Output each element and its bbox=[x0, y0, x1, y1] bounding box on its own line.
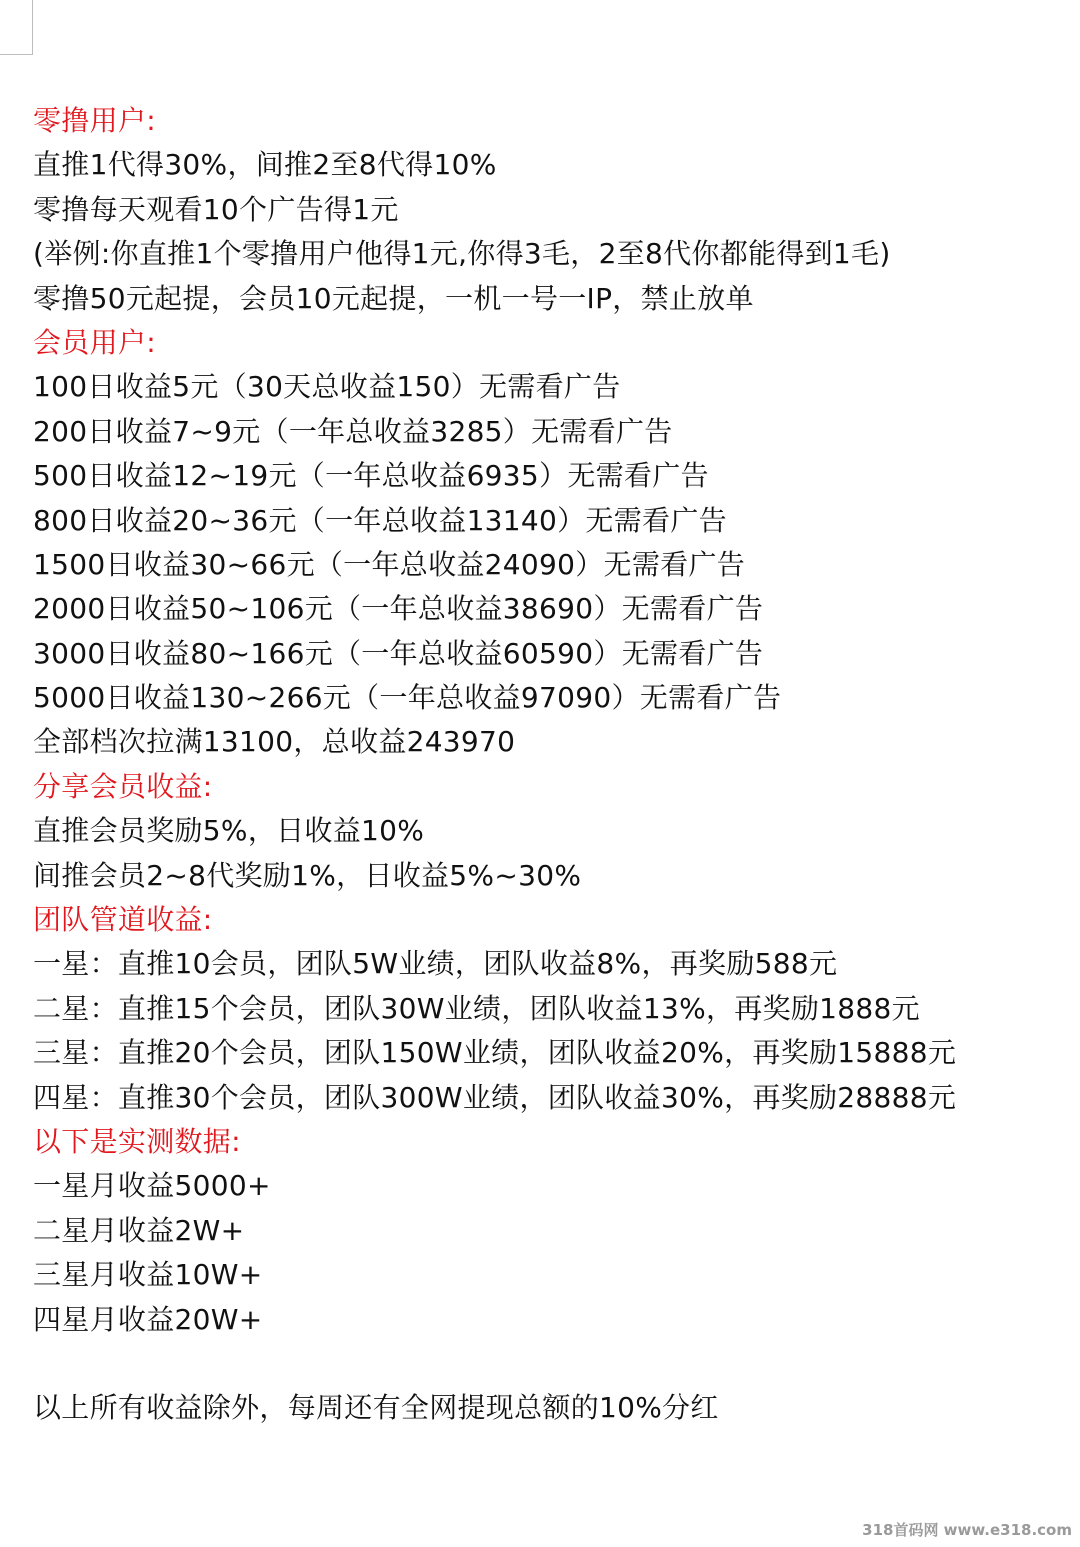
text-line: 200日收益7~9元（一年总收益3285）无需看广告 bbox=[33, 414, 673, 448]
text-line: 零撸50元起提，会员10元起提，一机一号一IP，禁止放单 bbox=[33, 281, 754, 315]
page-corner-mark bbox=[0, 0, 33, 55]
text-line bbox=[33, 1342, 1073, 1386]
section-heading: 会员用户: bbox=[33, 325, 156, 359]
section-heading: 分享会员收益: bbox=[33, 769, 213, 803]
section-heading: 团队管道收益: bbox=[33, 903, 213, 937]
text-line: 800日收益20~36元（一年总收益13140）无需看广告 bbox=[33, 503, 727, 537]
text-line: 5000日收益130~266元（一年总收益97090）无需看广告 bbox=[33, 681, 782, 715]
text-line: 三星：直推20个会员，团队150W业绩，团队收益20%，再奖励15888元 bbox=[33, 1036, 957, 1070]
text-line: 直推会员奖励5%，日收益10% bbox=[33, 814, 425, 848]
text-line: 直推1代得30%，间推2至8代得10% bbox=[33, 148, 497, 182]
document-body bbox=[33, 99, 1073, 1431]
text-line: 零撸每天观看10个广告得1元 bbox=[33, 192, 399, 226]
text-line: (举例:你直推1个零撸用户他得1元,你得3毛，2至8代你都能得到1毛) bbox=[33, 237, 891, 271]
text-line: 100日收益5元（30天总收益150）无需看广告 bbox=[33, 370, 621, 404]
text-line: 二星：直推15个会员，团队30W业绩，团队收益13%，再奖励1888元 bbox=[33, 991, 920, 1025]
text-line: 1500日收益30~66元（一年总收益24090）无需看广告 bbox=[33, 547, 746, 581]
text-line: 500日收益12~19元（一年总收益6935）无需看广告 bbox=[33, 459, 709, 493]
text-line: 一星月收益5000+ bbox=[33, 1169, 271, 1203]
text-line: 以上所有收益除外，每周还有全网提现总额的10%分红 bbox=[33, 1391, 719, 1425]
text-line: 一星：直推10会员，团队5W业绩，团队收益8%，再奖励588元 bbox=[33, 947, 838, 981]
text-line: 全部档次拉满13100，总收益243970 bbox=[33, 725, 516, 759]
text-line: 间推会员2~8代奖励1%，日收益5%~30% bbox=[33, 858, 582, 892]
section-heading: 以下是实测数据: bbox=[33, 1124, 241, 1158]
text-line: 四星月收益20W+ bbox=[33, 1302, 263, 1336]
text-line: 二星月收益2W+ bbox=[33, 1213, 245, 1247]
text-line: 四星：直推30个会员，团队300W业绩，团队收益30%，再奖励28888元 bbox=[33, 1080, 957, 1114]
site-watermark: 318首码网 www.e318.com bbox=[862, 1521, 1072, 1539]
text-line: 3000日收益80~166元（一年总收益60590）无需看广告 bbox=[33, 636, 764, 670]
section-heading: 零撸用户: bbox=[33, 104, 156, 137]
text-line: 2000日收益50~106元（一年总收益38690）无需看广告 bbox=[33, 592, 764, 626]
text-line: 三星月收益10W+ bbox=[33, 1258, 263, 1292]
